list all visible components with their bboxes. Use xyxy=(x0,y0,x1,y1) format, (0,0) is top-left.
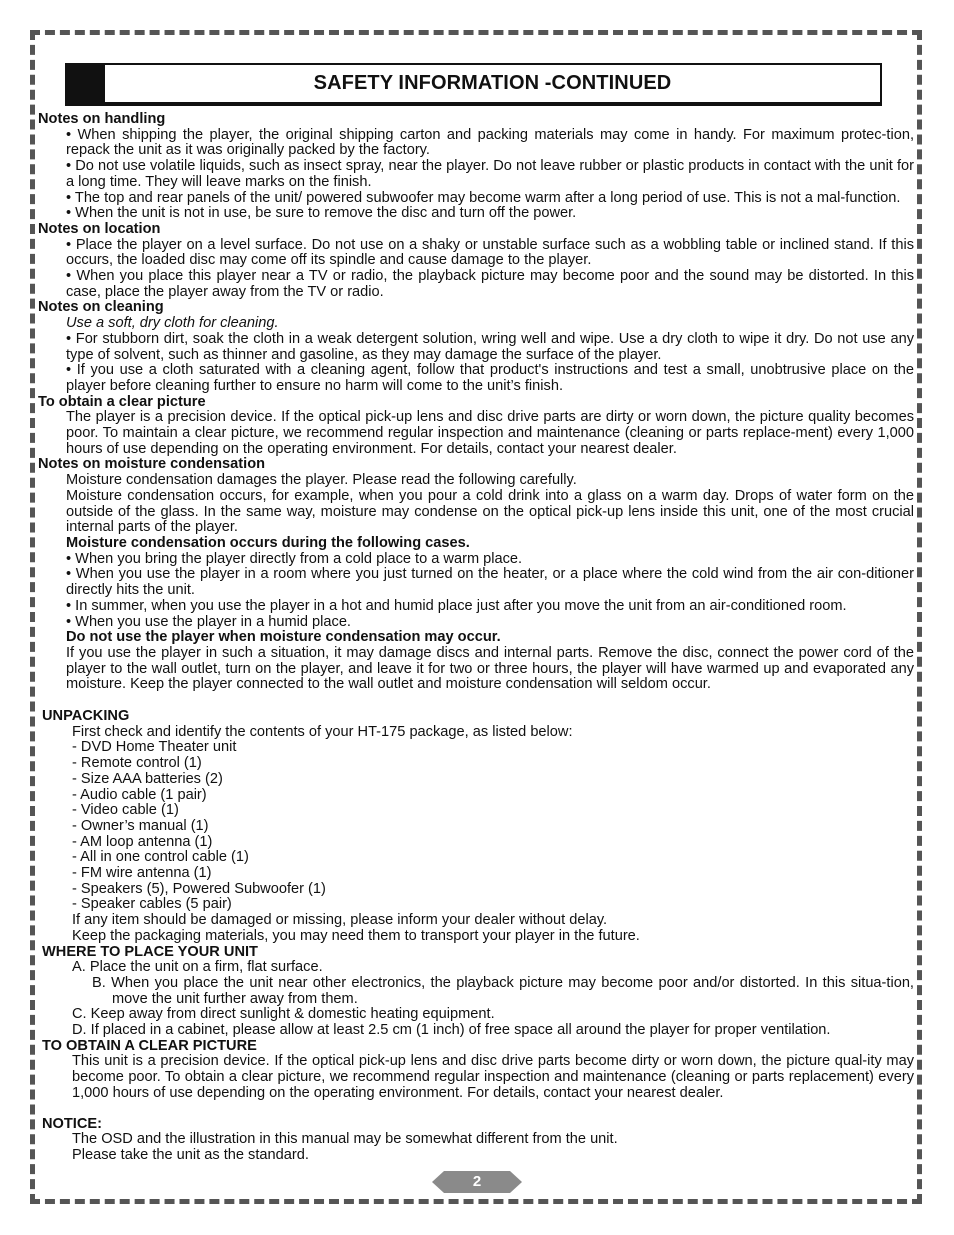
list-item: - DVD Home Theater unit xyxy=(72,739,237,756)
page-number: 2 xyxy=(472,1173,482,1190)
list-item: • When you use the player in a humid place. xyxy=(66,613,351,630)
heading-cleaning: Notes on cleaning xyxy=(38,299,164,316)
paragraph: The OSD and the illustration in this manual may be somewhat different from the unit. xyxy=(72,1131,618,1148)
paragraph: Keep the packaging materials, you may need them to transport your player in the future. xyxy=(72,927,640,944)
list-item: • When you bring the player directly from a cold place to a warm place. xyxy=(66,550,523,567)
subheading-cases: Moisture condensation occurs during the following cases. xyxy=(66,534,470,551)
heading-notice: NOTICE: xyxy=(42,1115,102,1132)
list-item: • When you place this player near a TV or radio, the playback picture may become poor and the sound may be distorted. In this case, place the player away from the TV or radio. xyxy=(66,268,914,300)
list-item: • For stubborn dirt, soak the cloth in a weak detergent solution, wring well and wipe. Use a dry cloth to wipe it dry. Do not use any type of solvent, such as thinner and gasoline, as they may damage the surface of the player. xyxy=(66,330,914,363)
list-item: D. If placed in a cabinet, please allow at least 2.5 cm (1 inch) of free space all around the player for proper ventilation. xyxy=(72,1022,831,1039)
list-item: C. Keep away from direct sunlight & domestic heating equipment. xyxy=(72,1006,495,1023)
heading-clear-picture: To obtain a clear picture xyxy=(38,393,206,410)
list-item: - AM loop antenna (1) xyxy=(72,833,213,850)
heading-handling: Notes on handling xyxy=(38,111,166,127)
spacer xyxy=(42,1102,914,1117)
list-item: • If you use a cloth saturated with a cleaning agent, follow that product's instructions and test a small, unobtrusive place on the player before cleaning further to ensure no harm will come to the unit’s finish. xyxy=(66,362,914,394)
page-title: SAFETY INFORMATION -CONTINUED xyxy=(313,72,672,94)
cleaning-intro: Use a soft, dry cloth for cleaning. xyxy=(66,315,279,332)
paragraph: The player is a precision device. If the optical pick-up lens and disc drive parts are dirty or worn down, the picture quality becomes poor. To maintain a clear picture, we recommend regular inspection and maintenance (cleaning or parts replace-ment) every 1,000 hours of use depending on the operating environment. For details, contact your nearest dealer. xyxy=(66,409,914,457)
list-item: - Video cable (1) xyxy=(72,802,179,819)
list-item: - All in one control cable (1) xyxy=(72,849,249,866)
paragraph: If you use the player in such a situation, it may damage discs and internal parts. Remove the disc, connect the power cord of the player to the wall outlet, turn on the player, and leave it for two or three hours, the player will have warmed up and evaporated any moisture. Keep the player connected to the wall outlet and moisture condensation will seldom occur. xyxy=(66,644,914,693)
list-item: - Speaker cables (5 pair) xyxy=(72,896,232,913)
paragraph: Moisture condensation damages the player. Please read the following carefully. xyxy=(66,472,577,489)
title-bar xyxy=(65,63,882,104)
page-number-tab xyxy=(432,1171,522,1193)
heading-unpacking: UNPACKING xyxy=(42,708,130,725)
paragraph: If any item should be damaged or missing, please inform your dealer without delay. xyxy=(72,912,608,929)
title-block-decoration xyxy=(67,65,105,102)
heading-location: Notes on location xyxy=(38,220,161,237)
list-item: - Remote control (1) xyxy=(72,755,202,772)
list-item: • In summer, when you use the player in a hot and humid place just after you move the unit from an air-conditioned room. xyxy=(66,597,847,614)
heading-moisture: Notes on moisture condensation xyxy=(38,456,266,473)
list-item: - Size AAA batteries (2) xyxy=(72,770,223,787)
subheading-warning: Do not use the player when moisture condensation may occur. xyxy=(66,629,501,646)
heading-where-to-place: WHERE TO PLACE YOUR UNIT xyxy=(42,943,258,960)
list-item: - Speakers (5), Powered Subwoofer (1) xyxy=(72,880,326,897)
list-item: - Owner’s manual (1) xyxy=(72,817,209,834)
list-item: - Audio cable (1 pair) xyxy=(72,786,207,803)
list-item: • When shipping the player, the original shipping carton and packing materials may come in handy. For maximum protec-tion, repack the unit as it was originally packed by the factory. xyxy=(66,126,914,159)
list-item: A. Place the unit on a firm, flat surface. xyxy=(72,959,323,976)
spacer xyxy=(38,693,914,709)
list-item: • The top and rear panels of the unit/ powered subwoofer may become warm after a long period of use. This is not a mal-function. xyxy=(66,189,901,206)
list-item: • Do not use volatile liquids, such as insect spray, near the player. Do not leave rubber or plastic products in contact with the unit for a long time. They will leave marks on the finish. xyxy=(66,158,914,190)
paragraph: Moisture condensation occurs, for example, when you pour a cold drink into a glass on a warm day. Drops of water form on the outside of the glass. In the same way, moisture may condense on the optical pick-up lens inside this unit, one of the most crucial internal parts of the player. xyxy=(66,487,914,536)
paragraph: This unit is a precision device. If the optical pick-up lens and disc drive parts become dirty or worn down, the picture qual-ity may become poor. To obtain a clear picture, we recommend regular inspection and maintenance (cleaning or parts replacement) every 1,000 hours of use depending on the operating environment. For details, contact your nearest dealer. xyxy=(72,1053,914,1101)
heading-clear-picture-2: TO OBTAIN A CLEAR PICTURE xyxy=(42,1037,257,1054)
paragraph: First check and identify the contents of your HT-175 package, as listed below: xyxy=(72,723,573,740)
list-item: B. When you place the unit near other electronics, the playback picture may become poor and/or distorted. In this situa-tion, move the unit further away from them. xyxy=(92,974,914,1007)
list-item: • When you use the player in a room where you just turned on the heater, or a place where the cold wind from the air con-ditioner directly hits the unit. xyxy=(66,566,914,599)
list-item: - FM wire antenna (1) xyxy=(72,865,212,882)
document-body xyxy=(38,112,914,1164)
list-item: • Place the player on a level surface. Do not use on a shaky or unstable surface such as a wobbling table or inclined stand. If this occurs, the loaded disc may come off its spindle and cause damage to the player. xyxy=(66,236,914,269)
paragraph: Please take the unit as the standard. xyxy=(72,1147,309,1163)
list-item: • When the unit is not in use, be sure to remove the disc and turn off the power. xyxy=(66,205,577,222)
